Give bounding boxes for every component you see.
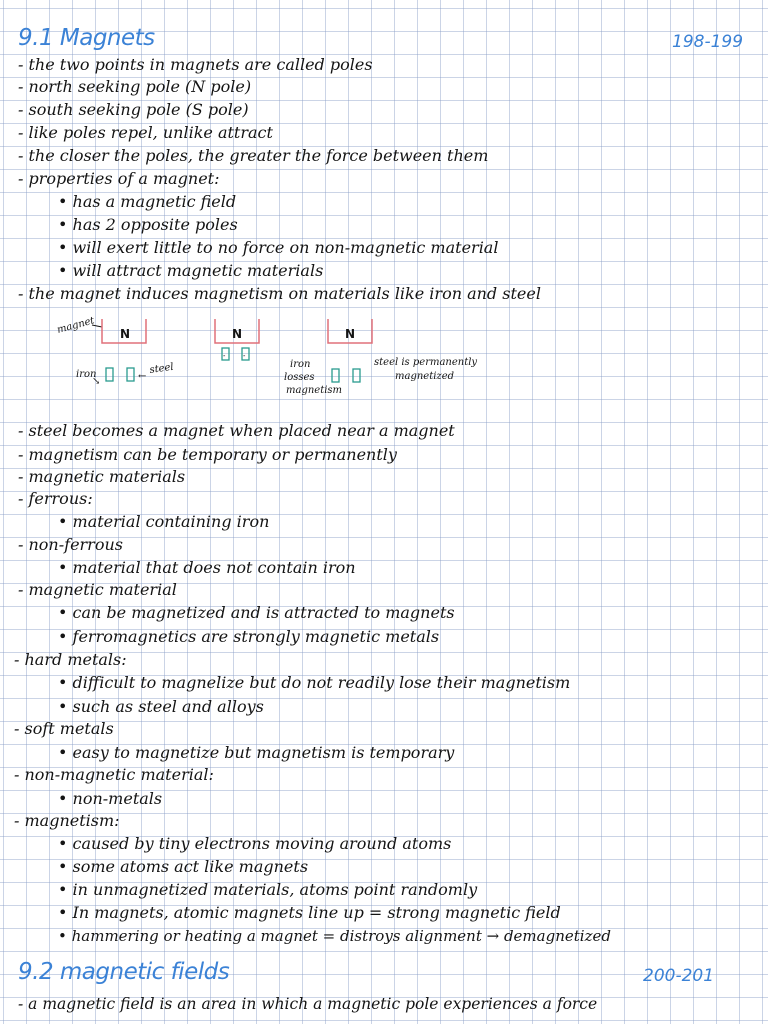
note-line: - magnetic materials	[18, 467, 186, 486]
iron-piece-released	[332, 369, 339, 382]
note-line: - the closer the poles, the greater the force between them	[18, 146, 489, 165]
bullet-line: • has a magnetic field	[58, 192, 237, 211]
steel-perm-label-1: steel is permanently	[374, 357, 478, 368]
bullet-line: • has 2 opposite poles	[58, 215, 238, 234]
bullet-line: • In magnets, atomic magnets line up = strong magnetic field	[58, 903, 561, 922]
steel-perm-label-2: magnetized	[395, 371, 455, 382]
bullet-line: • some atoms act like magnets	[58, 857, 309, 876]
note-line: - south seeking pole (S pole)	[18, 100, 249, 119]
note-line: - the two points in magnets are called poles	[18, 55, 373, 74]
steel-piece	[127, 368, 134, 381]
bullet-line: • difficult to magnelize but do not readily lose their magnetism	[58, 673, 571, 692]
page-reference-2: 200-201	[643, 966, 715, 986]
note-line: - non-magnetic material:	[14, 765, 214, 784]
note-line: - a magnetic field is an area in which a magnetic pole experiences a force	[18, 995, 598, 1013]
pole-label-2: N	[232, 327, 243, 341]
bullet-line: • will exert little to no force on non-magnetic material	[58, 238, 499, 257]
note-line: - hard metals:	[14, 650, 127, 669]
bullet-line: • material that does not contain iron	[58, 558, 356, 577]
bullet-line: • caused by tiny electrons moving around atoms	[58, 834, 452, 853]
iron-loses-label-2: losses	[284, 372, 315, 383]
bullet-line: • material containing iron	[58, 512, 270, 531]
magnet-induction-diagram	[0, 305, 768, 410]
svg-text:-: -	[223, 352, 226, 360]
pole-label-3: N	[345, 327, 356, 341]
note-line: - properties of a magnet:	[18, 169, 220, 188]
note-line: - magnetism:	[14, 811, 120, 830]
magnet-label: magnet	[55, 315, 96, 336]
note-line: - steel becomes a magnet when placed near a magnet	[18, 421, 455, 440]
page-reference: 198-199	[672, 32, 744, 52]
note-line: - soft metals	[14, 719, 114, 738]
bullet-line: • ferromagnetics are strongly magnetic metals	[58, 627, 440, 646]
bullet-line: • in unmagnetized materials, atoms point randomly	[58, 880, 478, 899]
svg-text:←: ←	[138, 371, 147, 382]
section-heading-2: 9.2 magnetic fields	[18, 959, 230, 985]
iron-label: iron	[76, 369, 97, 380]
note-line: - north seeking pole (N pole)	[18, 77, 252, 96]
bullet-line: • such as steel and alloys	[58, 697, 264, 716]
note-line: - magnetic material	[18, 580, 177, 599]
steel-piece-magnetized	[353, 369, 360, 382]
section-heading: 9.1 Magnets	[18, 25, 155, 51]
svg-text:↘: ↘	[92, 376, 101, 387]
pole-label-1: N	[120, 327, 131, 341]
bullet-line: • will attract magnetic materials	[58, 261, 324, 280]
note-line: - non-ferrous	[18, 535, 123, 554]
bullet-line: • can be magnetized and is attracted to magnets	[58, 603, 455, 622]
note-line: - ferrous:	[18, 489, 93, 508]
svg-text:-: -	[243, 352, 246, 360]
bullet-line: • hammering or heating a magnet = distroys alignment → demagnetized	[58, 927, 611, 945]
bullet-line: • easy to magnetize but magnetism is temporary	[58, 743, 455, 762]
iron-piece	[106, 368, 113, 381]
bullet-line: • non-metals	[58, 789, 163, 808]
note-line: - magnetism can be temporary or permanently	[18, 445, 397, 464]
iron-loses-label-3: magnetism	[286, 385, 343, 396]
iron-loses-label-1: iron	[290, 359, 311, 370]
note-line: - the magnet induces magnetism on materials like iron and steel	[18, 284, 541, 303]
steel-label: steel	[148, 361, 175, 376]
note-line: - like poles repel, unlike attract	[18, 123, 273, 142]
